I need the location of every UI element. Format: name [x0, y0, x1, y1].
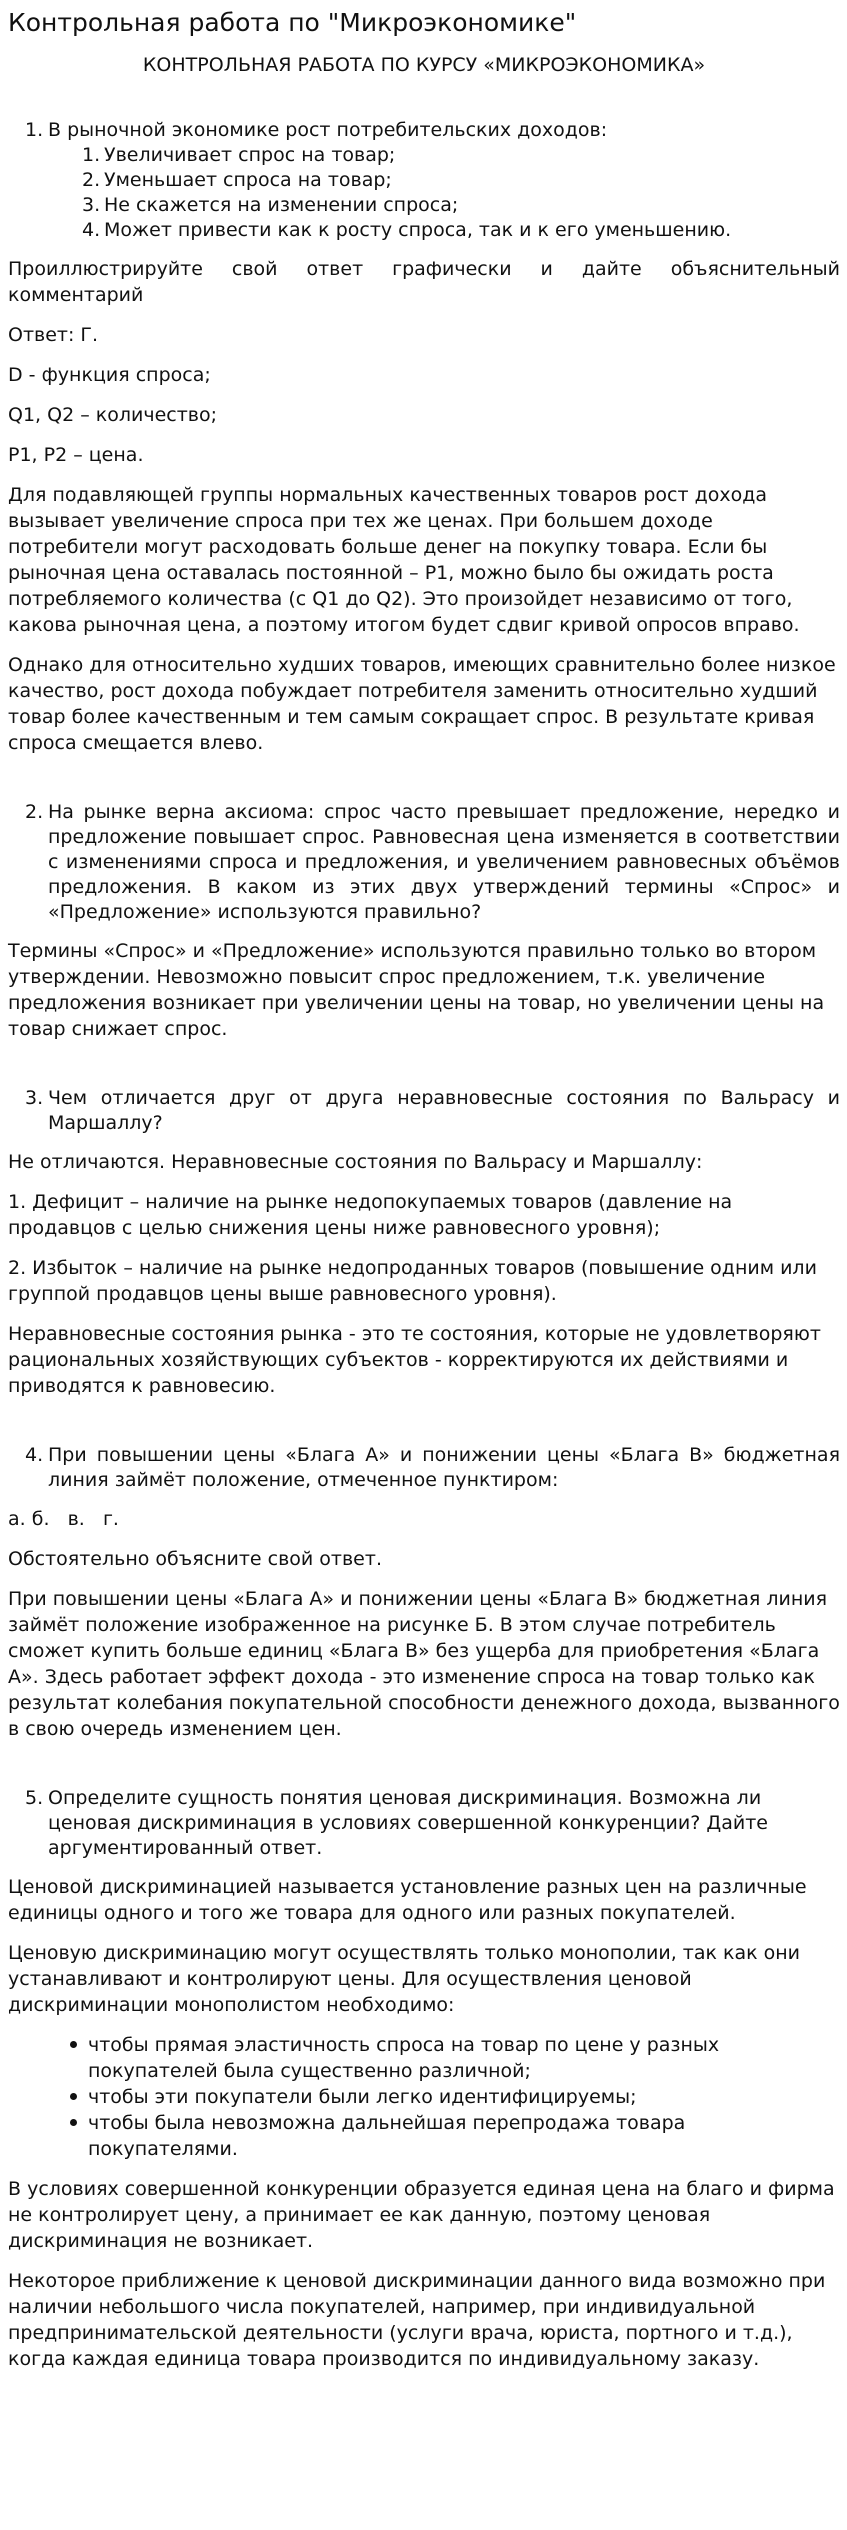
option-item	[82, 218, 840, 243]
paragraph: Для подавляющей группы нормальных качественных товаров рост дохода вызывает увеличение спроса при тех же ценах. При большем доходе потребители могут расходовать больше денег на покупку товара. Если бы рыночная цена оставалась постоянной – P1, можно было бы ожидать роста потребляемого количества (с Q1 до Q2). Это произойдет независимо от того, какова рыночная цена, а поэтому итогом будет сдвиг кривой опросов вправо.	[8, 484, 800, 636]
option-text: Может привести как к росту спроса, так и к его уменьшению.	[104, 219, 732, 241]
paragraph: Некоторое приближение к ценовой дискриминации данного вида возможно при наличии небольшого числа покупателей, например, при индивидуальной предпринимательской деятельности (услуги врача, юриста, портного и т.д.), когда каждая единица товара производится по индивидуальному заказу.	[8, 2270, 826, 2370]
question-text: Чем отличается друг от друга неравновесные состояния по Вальрасу и Маршаллу?	[48, 1087, 840, 1134]
question-4	[8, 1443, 840, 1493]
legend-price: P1, P2 – цена.	[8, 444, 144, 466]
bullet-icon	[70, 2119, 77, 2126]
answer-text: Термины «Спрос» и «Предложение» используются правильно только во втором утверждении. Невозможно повысит спрос предложением, т.к. увеличение предложения возникает при увеличении цены на товар, но увеличении цены на товар снижает спрос.	[8, 940, 825, 1040]
instruction-text: Проиллюстрируйте свой ответ графически и дайте объяснительный комментарий	[8, 258, 840, 306]
bullet-text: чтобы была невозможна дальнейшая перепродажа товара покупателями.	[88, 2112, 686, 2160]
answer-text: При повышении цены «Блага А» и понижении цены «Блага В» бюджетная линия займёт положение изображенное на рисунке Б. В этом случае потребитель сможет купить больше единиц «Блага В» без ущерба для приобретения «Блага А». Здесь работает эффект дохода - это изменение спроса на товар только как результат колебания покупательной способности денежного дохода, вызванного в свою очередь изменением цен.	[8, 1588, 840, 1740]
option-item	[82, 143, 840, 168]
bullet-icon	[70, 2093, 77, 2100]
bullet-text: чтобы прямая эластичность спроса на товар по цене у разных покупателей была существенно различной;	[88, 2034, 720, 2082]
option-item	[82, 168, 840, 193]
list-item-surplus: 2. Избыток – наличие на рынке недопроданных товаров (повышение одним или группой продавцов цены выше равновесного уровня).	[8, 1257, 817, 1305]
bullet-item	[88, 2084, 840, 2110]
question-1	[8, 118, 840, 243]
paragraph: Неравновесные состояния рынка - это те состояния, которые не удовлетворяют рациональных хозяйствующих субъектов - корректируются их действиями и приводятся к равновесию.	[8, 1323, 821, 1397]
question-text: При повышении цены «Блага А» и понижении цены «Блага В» бюджетная линия займёт положение, отмеченное пунктиром:	[48, 1444, 840, 1491]
question-options	[48, 143, 840, 243]
option-text: Увеличивает спрос на товар;	[104, 144, 396, 166]
paragraph: Однако для относительно худших товаров, имеющих сравнительно более низкое качество, рост дохода побуждает потребителя заменить относительно худший товар более качественным и тем самым сокращает спрос. В результате кривая спроса смещается влево.	[8, 654, 836, 754]
option-number: 3.	[82, 194, 101, 216]
instruction-text: Обстоятельно объясните свой ответ.	[8, 1548, 382, 1570]
list-item-deficit: 1. Дефицит – наличие на рынке недопокупаемых товаров (давление на продавцов с целью снижения цены ниже равновесного уровня);	[8, 1191, 733, 1239]
question-3	[8, 1086, 840, 1136]
bullet-item	[88, 2032, 840, 2084]
answer-options: а. б. в. г.	[8, 1508, 119, 1530]
question-text: На рынке верна аксиома: спрос часто превышает предложение, нередко и предложение повышает спрос. Равновесная цена изменяется в соответствии с изменениями спроса и предложения, и увеличением равновесных объёмов предложения. В каком из этих двух утверждений термины «Спрос» и «Предложение» используются правильно?	[48, 801, 840, 923]
option-number: 2.	[82, 169, 101, 191]
question-5	[8, 1786, 840, 1861]
question-text: В рыночной экономике рост потребительских доходов:	[48, 119, 608, 141]
option-text: Не скажется на изменении спроса;	[104, 194, 459, 216]
question-text: Определите сущность понятия ценовая дискриминация. Возможна ли ценовая дискриминация в условиях совершенной конкуренции? Дайте аргументированный ответ.	[48, 1787, 768, 1859]
document-title: Контрольная работа по "Микроэкономике"	[8, 8, 577, 37]
option-number: 1.	[82, 144, 101, 166]
question-number: 5.	[25, 1787, 44, 1809]
question-2	[8, 800, 840, 925]
bullet-text: чтобы эти покупатели были легко идентифицируемы;	[88, 2086, 637, 2108]
option-text: Уменьшает спроса на товар;	[104, 169, 392, 191]
course-title: КОНТРОЛЬНАЯ РАБОТА ПО КУРСУ «МИКРОЭКОНОМИКА»	[142, 54, 706, 76]
paragraph: Ценовую дискриминацию могут осуществлять только монополии, так как они устанавливают и контролируют цены. Для осуществления ценовой дискриминации монополистом необходимо:	[8, 1942, 801, 2016]
paragraph: Ценовой дискриминацией называется установление разных цен на различные единицы одного и того же товара для одного или разных покупателей.	[8, 1876, 807, 1924]
question-number: 4.	[25, 1444, 44, 1466]
answer-text: Ответ: Г.	[8, 324, 99, 346]
paragraph: В условиях совершенной конкуренции образуется единая цена на благо и фирма не контролирует цену, а принимает ее как данную, поэтому ценовая дискриминация не возникает.	[8, 2178, 835, 2252]
answer-text: Не отличаются. Неравновесные состояния по Вальрасу и Маршаллу:	[8, 1151, 703, 1173]
question-number: 3.	[25, 1087, 44, 1109]
bullet-icon	[70, 2041, 77, 2048]
bullet-item	[88, 2110, 840, 2162]
bullet-list	[8, 2032, 840, 2162]
question-number: 1.	[25, 119, 44, 141]
option-item	[82, 193, 840, 218]
question-number: 2.	[25, 801, 44, 823]
legend-demand: D - функция спроса;	[8, 364, 211, 386]
option-number: 4.	[82, 219, 101, 241]
legend-quantity: Q1, Q2 – количество;	[8, 404, 217, 426]
